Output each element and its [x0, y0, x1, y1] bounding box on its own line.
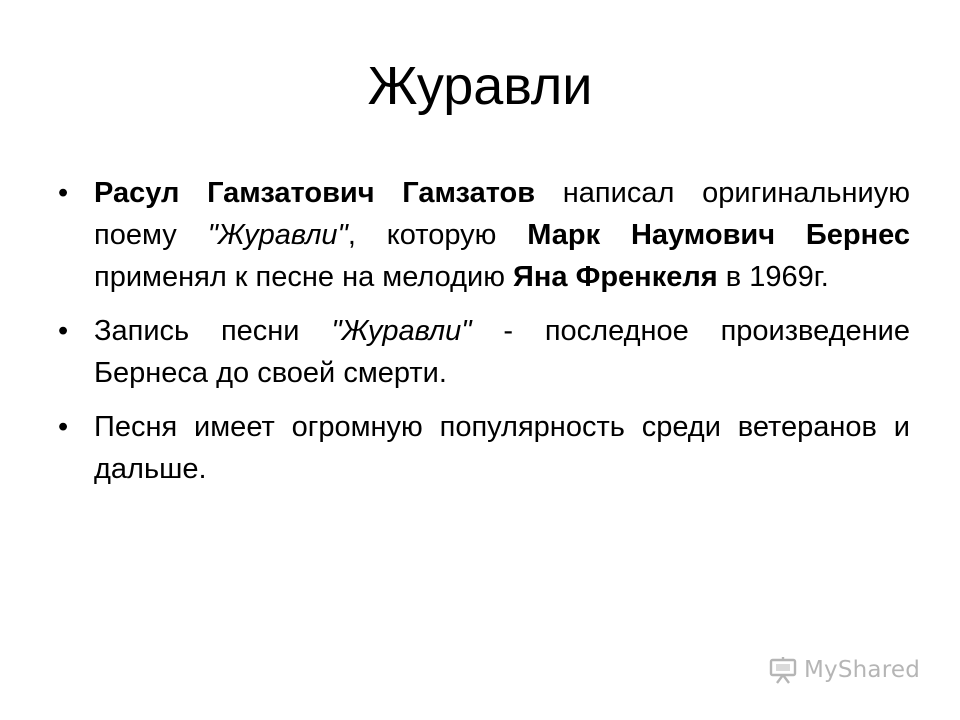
- bullet-text-segment: написал оригинальниую поему: [94, 177, 910, 251]
- bullet-text-segment: Песня имеет огромную популярность среди ветеранов и дальше.: [94, 411, 910, 485]
- bullet-text-segment: Расул Гамзатович Гамзатов: [94, 177, 536, 209]
- bullet-text-segment: применял к песне на мелодию: [94, 261, 514, 293]
- bullet-text-segment: в 1969г.: [717, 261, 829, 293]
- watermark-logo: [768, 652, 920, 688]
- bullet-item: [58, 406, 910, 490]
- bullet-text-segment: Яна Френкеля: [513, 261, 718, 293]
- bullet-text-segment: Запись песни: [94, 315, 332, 347]
- bullet-item: [58, 310, 910, 394]
- bullet-item: [58, 172, 910, 298]
- slide-title: Журавли: [367, 56, 593, 116]
- bullet-marker: •: [58, 315, 69, 347]
- bullet-text-segment: Марк Наумович Бернес: [527, 219, 911, 251]
- projector-screen-icon: [768, 655, 798, 685]
- bullet-marker: •: [58, 411, 69, 443]
- bullet-list: [58, 172, 910, 502]
- bullet-marker: •: [58, 177, 69, 209]
- watermark-text: MyShared: [804, 657, 921, 683]
- bullet-text-segment: "Журавли": [331, 315, 472, 347]
- bullet-text-segment: - последное произведение Бернеса до своей смерти.: [94, 315, 911, 389]
- bullet-text-segment: "Журавли": [207, 219, 348, 251]
- bullet-text-segment: , которую: [347, 219, 528, 251]
